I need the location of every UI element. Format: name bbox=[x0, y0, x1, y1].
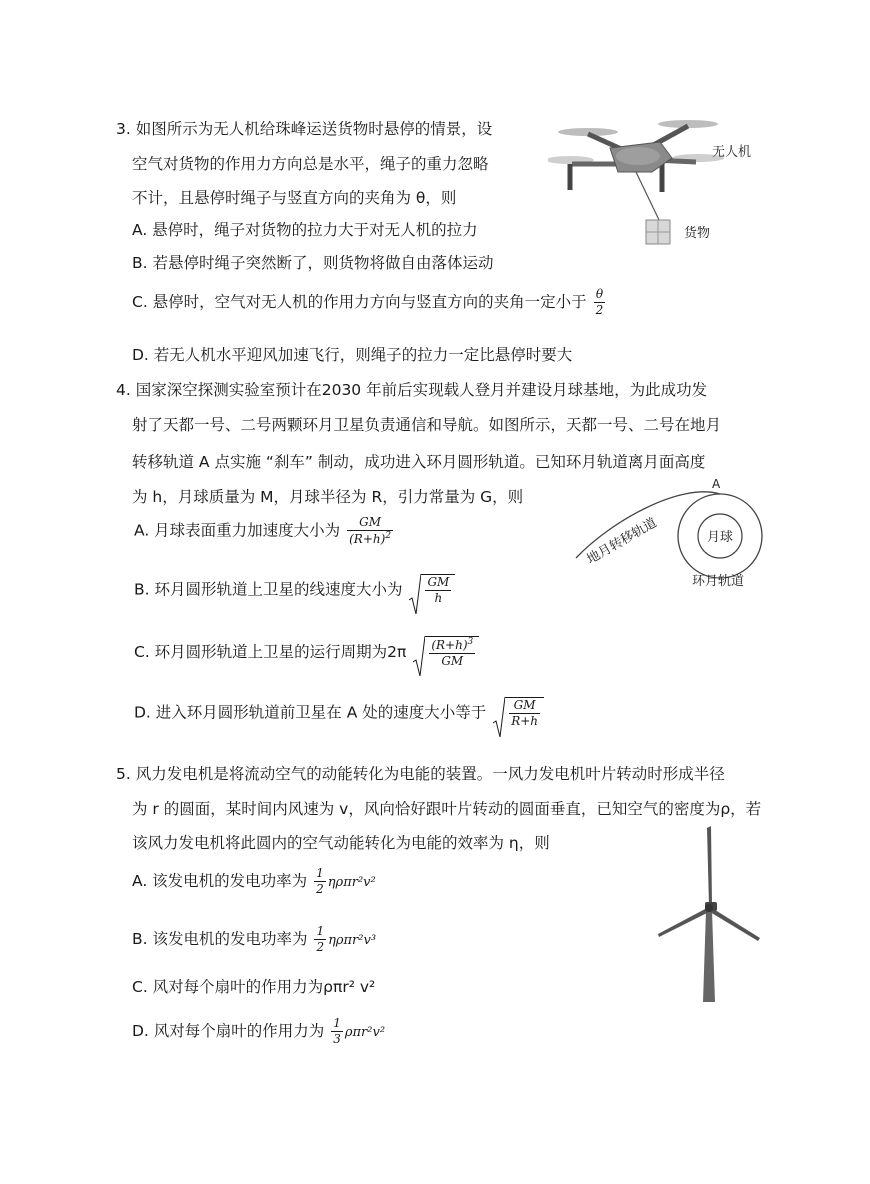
q4-option-a bbox=[134, 515, 395, 547]
q4-option-b-text: B. 环月圆形轨道上卫星的线速度大小为 bbox=[134, 580, 403, 599]
one-third-fraction bbox=[331, 1016, 343, 1047]
q3-stem-line1: 3. 如图所示为无人机给珠峰运送货物时悬停的情景，设 bbox=[116, 120, 493, 138]
q5-option-d-expression: ρπr²v² bbox=[344, 1025, 386, 1040]
fraction-denominator: 2 bbox=[595, 303, 604, 317]
drone-icon bbox=[548, 120, 724, 192]
q4-stem-line4: 为 h，月球质量为 M，月球半径为 R，引力常量为 G，则 bbox=[132, 488, 524, 506]
sqrt-gm-over-r-plus-h bbox=[493, 697, 544, 729]
fraction-denominator bbox=[347, 531, 393, 547]
rope-line bbox=[636, 172, 660, 222]
q4-stem-line1: 4. 国家深空探测实验室预计在2030 年前后实现载人登月并建设月球基地，为此成功发 bbox=[116, 381, 708, 399]
fraction-numerator: 1 bbox=[316, 866, 324, 880]
fraction-denominator: 2 bbox=[316, 882, 324, 896]
wind-turbine-icon bbox=[656, 822, 762, 1004]
sqrt-r-plus-h-cubed-over-gm bbox=[413, 636, 479, 669]
transfer-orbit-label: 地月转移轨道 bbox=[584, 515, 660, 568]
fraction-denominator: 3 bbox=[333, 1032, 341, 1046]
q5-option-a-text: A. 该发电机的发电功率为 bbox=[132, 872, 308, 890]
q5-option-b-text: B. 该发电机的发电功率为 bbox=[132, 930, 308, 948]
radical-sign-icon bbox=[409, 574, 421, 614]
q5-option-c: C. 风对每个扇叶的作用力为ρπr² v² bbox=[132, 978, 376, 996]
q3-option-b: B. 若悬停时绳子突然断了，则货物将做自由落体运动 bbox=[132, 254, 494, 272]
radical-sign-icon bbox=[413, 636, 425, 676]
fraction-numerator: GM bbox=[347, 515, 393, 531]
one-half-fraction bbox=[314, 924, 326, 955]
fraction-denominator: R+h bbox=[511, 714, 539, 728]
fraction-numerator: θ bbox=[594, 287, 606, 303]
q3-option-d: D. 若无人机水平迎风加速飞行，则绳子的拉力一定比悬停时要大 bbox=[132, 346, 573, 364]
q3-stem-line2: 空气对货物的作用力方向总是水平，绳子的重力忽略 bbox=[132, 155, 489, 173]
q3-option-c bbox=[132, 287, 607, 318]
q5-stem-line1: 5. 风力发电机是将流动空气的动能转化为电能的装置。一风力发电机叶片转动时形成半径 bbox=[116, 765, 725, 783]
cargo-label: 货物 bbox=[684, 226, 711, 241]
q5-option-a-expression: ηρπr²v² bbox=[327, 875, 376, 890]
fraction-numerator: GM bbox=[509, 698, 540, 714]
q4-option-d-text: D. 进入环月圆形轨道前卫星在 A 处的速度大小等于 bbox=[134, 703, 487, 722]
sqrt-gm-over-h bbox=[409, 574, 455, 606]
point-a-label: A bbox=[712, 477, 721, 491]
q4-option-c-text: C. 环月圆形轨道上卫星的运行周期为2π bbox=[134, 643, 407, 661]
q4-option-c bbox=[134, 636, 479, 669]
q3-option-c-text: C. 悬停时，空气对无人机的作用力方向与竖直方向的夹角一定小于 bbox=[132, 293, 587, 311]
fraction-numerator bbox=[429, 637, 475, 654]
cargo-box-icon bbox=[646, 220, 670, 244]
fraction-numerator: 1 bbox=[333, 1016, 341, 1030]
moon-label: 月球 bbox=[706, 530, 734, 545]
drone-label: 无人机 bbox=[712, 145, 752, 160]
fraction-denominator: h bbox=[434, 591, 443, 605]
one-half-fraction bbox=[314, 866, 326, 897]
radical-sign-icon bbox=[493, 697, 505, 737]
q5-option-a bbox=[132, 866, 376, 897]
denominator-exponent: 2 bbox=[385, 531, 392, 541]
q4-option-a-text: A. 月球表面重力加速度大小为 bbox=[134, 521, 341, 540]
q4-option-b bbox=[134, 574, 455, 606]
q5-stem-line2: 为 r 的圆面，某时间内风速为 v，风向恰好跟叶片转动的圆面垂直，已知空气的密度为ρ，若 bbox=[132, 800, 762, 818]
q5-option-b bbox=[132, 924, 376, 955]
q5-stem-line3: 该风力发电机将此圆内的空气动能转化为电能的效率为 η，则 bbox=[132, 834, 550, 852]
denominator-base: (R+h) bbox=[349, 532, 386, 546]
numerator-base: (R+h) bbox=[431, 638, 468, 652]
lunar-orbit-label: 环月轨道 bbox=[692, 574, 745, 589]
q4-stem-line3: 转移轨道 A 点实施 “刹车” 制动，成功进入环月圆形轨道。已知环月轨道离月面高度 bbox=[132, 453, 706, 471]
theta-over-2-fraction bbox=[594, 287, 606, 318]
q5-option-b-expression: ηρπr²v³ bbox=[328, 933, 377, 948]
q5-option-d bbox=[132, 1016, 385, 1047]
q4-option-d bbox=[134, 697, 544, 729]
gm-over-r-plus-h-squared-fraction bbox=[347, 515, 393, 547]
q3-stem-line3: 不计，且悬停时绳子与竖直方向的夹角为 θ，则 bbox=[132, 189, 457, 207]
fraction-numerator: GM bbox=[427, 575, 450, 589]
q3-option-a: A. 悬停时，绳子对货物的拉力大于对无人机的拉力 bbox=[132, 221, 478, 239]
fraction-denominator: 2 bbox=[316, 940, 325, 954]
q4-stem-line2: 射了天都一号、二号两颗环月卫星负责通信和导航。如图所示，天都一号、二号在地月 bbox=[132, 416, 722, 434]
fraction-numerator: 1 bbox=[316, 924, 325, 938]
q5-option-d-text: D. 风对每个扇叶的作用力为 bbox=[132, 1022, 325, 1040]
orbit-figure bbox=[570, 472, 770, 592]
fraction-denominator: GM bbox=[441, 654, 464, 668]
numerator-exponent: 3 bbox=[467, 637, 474, 647]
drone-figure bbox=[548, 112, 770, 252]
